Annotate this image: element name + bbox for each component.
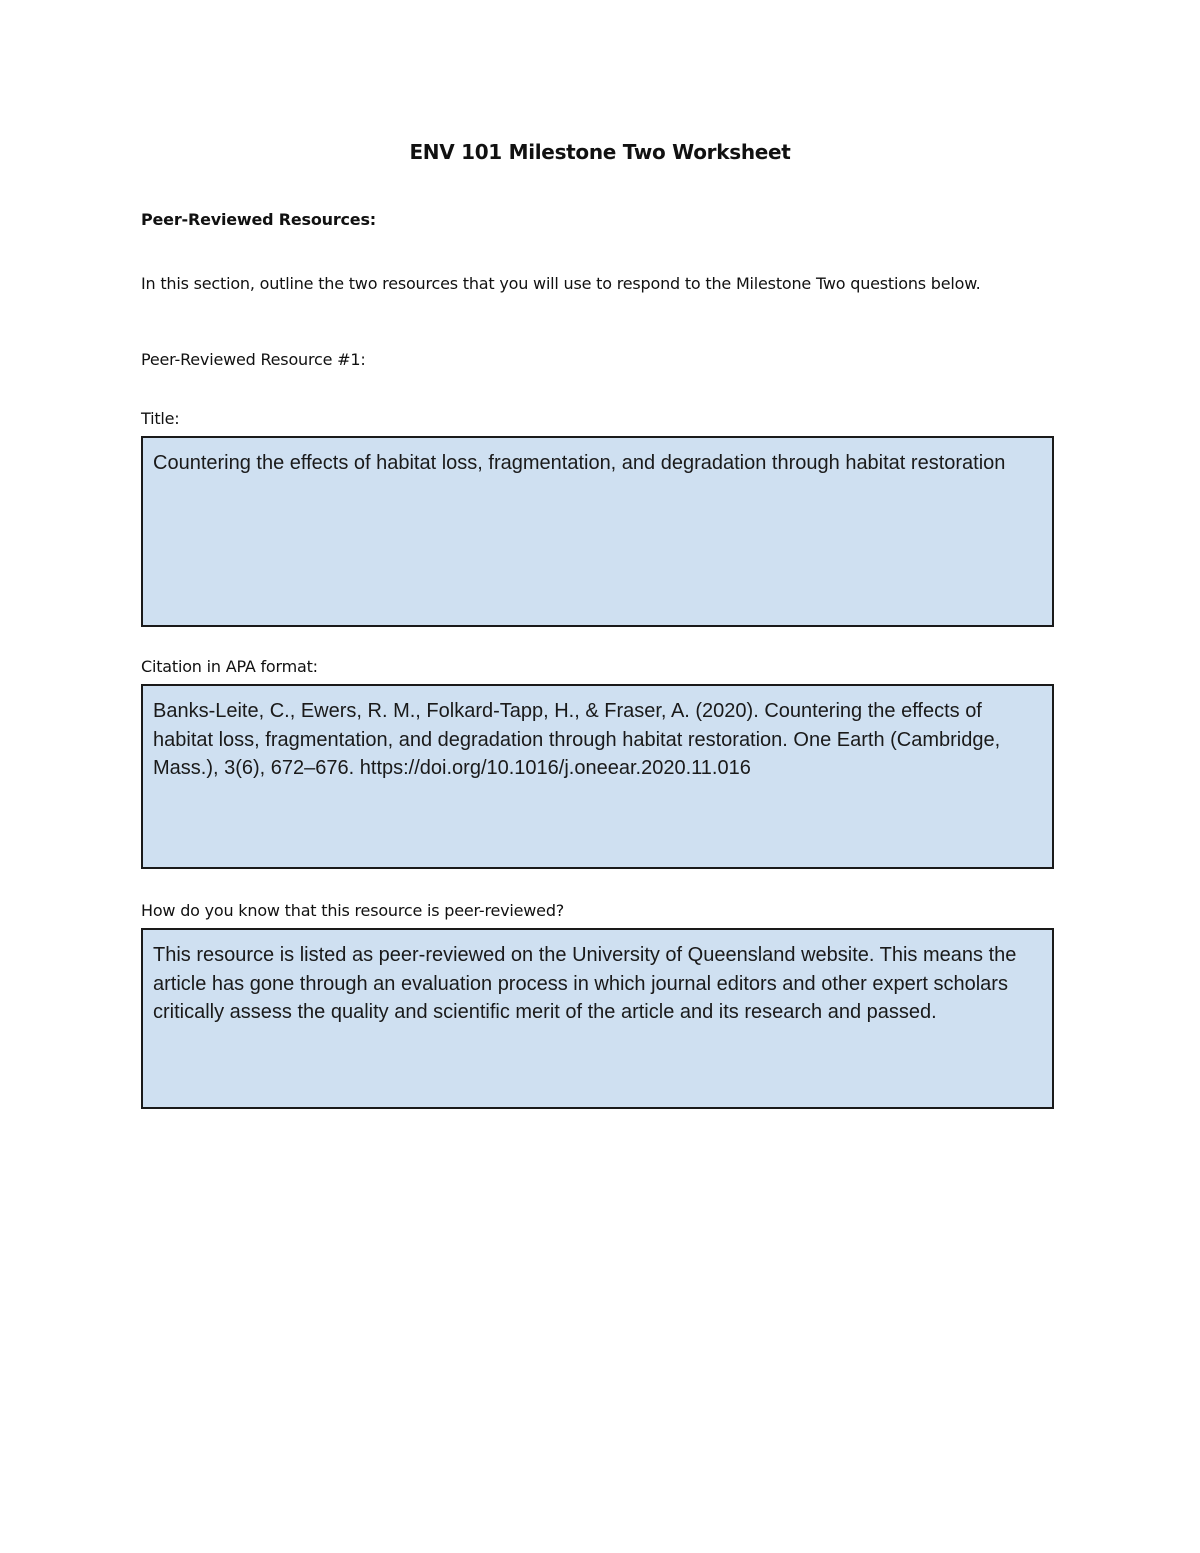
- citation-answer-box[interactable]: Banks-Leite, C., Ewers, R. M., Folkard-Tapp, H., & Fraser, A. (2020). Countering the effects of habitat loss, fragmentation, and degradation through habitat restoration. One Earth (Cambridge, Mass.), 3(6), 672–676. https://doi.org/10.1016/j.oneear.2020.11.016: [141, 684, 1054, 869]
- section-heading: Peer-Reviewed Resources:: [141, 210, 376, 229]
- title-label: Title:: [141, 409, 180, 428]
- resource-label: Peer-Reviewed Resource #1:: [141, 350, 366, 369]
- intro-paragraph: In this section, outline the two resources that you will use to respond to the Milestone Two questions below.: [141, 274, 981, 293]
- title-answer-box[interactable]: Countering the effects of habitat loss, fragmentation, and degradation through habitat restoration: [141, 436, 1054, 627]
- document-title: ENV 101 Milestone Two Worksheet: [409, 140, 791, 164]
- citation-label: Citation in APA format:: [141, 657, 318, 676]
- peer-review-question-label: How do you know that this resource is peer-reviewed?: [141, 901, 565, 920]
- peer-review-answer-box[interactable]: This resource is listed as peer-reviewed on the University of Queensland website. This means the article has gone through an evaluation process in which journal editors and other expert scholars critically assess the quality and scientific merit of the article and its research and passed.: [141, 928, 1054, 1109]
